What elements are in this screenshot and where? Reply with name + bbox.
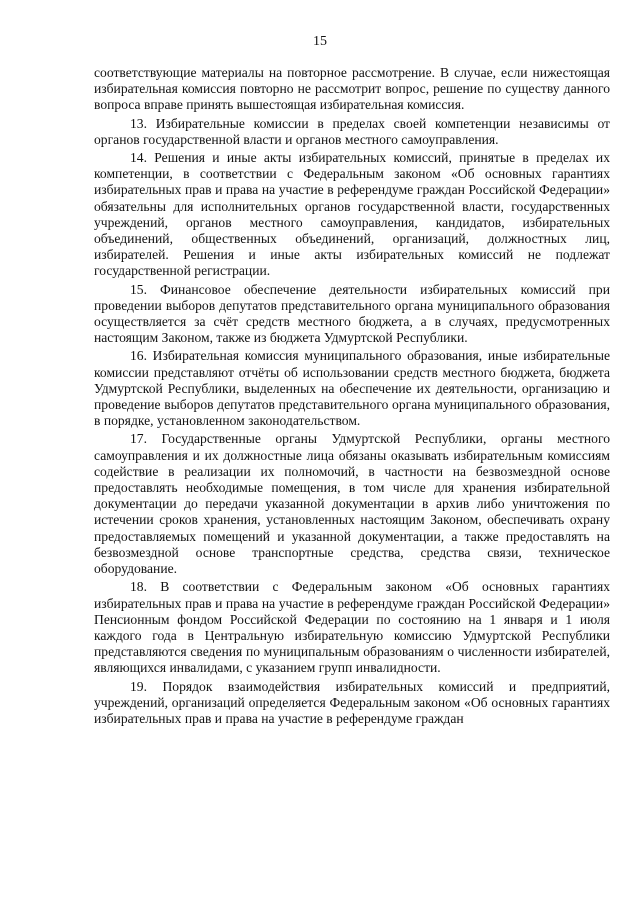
paragraph-16: 16. Избирательная комиссия муниципального образования, иные избирательные комиссии представляют отчёты об использовании средств местного бюджета, бюджета Удмуртской Республики, выделенных на обеспечение их деятельности, организацию и проведение выборов депутатов представительного органа муниципального образования, в порядке, установленном законодательством. [94, 348, 610, 429]
paragraph-18: 18. В соответствии с Федеральным законом «Об основных гарантиях избирательных прав и права на участие в референдуме граждан Российской Федерации» Пенсионным фондом Российской Федерации по состоянию на 1 января и 1 июля каждого года в Центральную избирательную комиссию Удмуртской Республики представляются сведения по муниципальным образованиям о численности избирателей, являющихся инвалидами, с указанием групп инвалидности. [94, 579, 610, 676]
paragraph-13: 13. Избирательные комиссии в пределах своей компетенции независимы от органов государственной власти и органов местного самоуправления. [94, 115, 610, 147]
document-body [94, 65, 610, 729]
paragraph-15: 15. Финансовое обеспечение деятельности избирательных комиссий при проведении выборов депутатов представительного органа муниципального образования осуществляется за счёт средств местного бюджета, а в случаях, предусмотренных настоящим Законом, также из бюджета Удмуртской Республики. [94, 281, 610, 346]
paragraph-17: 17. Государственные органы Удмуртской Республики, органы местного самоуправления и их должностные лица обязаны оказывать избирательным комиссиям содействие в реализации их полномочий, в частности на безвозмездной основе предоставлять необходимые помещения, в том числе для хранения избирательной документации до передачи указанной документации в архив либо уничтожения по истечении сроков хранения, установленных настоящим Законом, обеспечивать охрану предоставляемых помещений и указанной документации, а также предоставлять на безвозмездной основе транспортные средства, средства связи, техническое оборудование. [94, 431, 610, 577]
paragraph-19: 19. Порядок взаимодействия избирательных комиссий и предприятий, учреждений, организаций определяется Федеральным законом «Об основных гарантиях избирательных прав и права на участие в референдуме граждан [94, 678, 610, 726]
paragraph-14: 14. Решения и иные акты избирательных комиссий, принятые в пределах их компетенции, в соответствии с Федеральным законом «Об основных гарантиях избирательных прав и права на участие в референдуме граждан Российской Федерации» обязательны для исполнительных органов государственной власти, государственных учреждений, органов местного самоуправления, кандидатов, избирательных объединений, общественных объединений, организаций, должностных лиц, избирателей. Решения и иные акты избирательных комиссий не подлежат государственной регистрации. [94, 150, 610, 279]
page-number: 15 [313, 34, 327, 49]
paragraph-continuation: соответствующие материалы на повторное рассмотрение. В случае, если нижестоящая избирательная комиссия повторно не рассмотрит вопрос, решение по существу данного вопроса вправе принять вышестоящая избирательная комиссия. [94, 65, 610, 113]
